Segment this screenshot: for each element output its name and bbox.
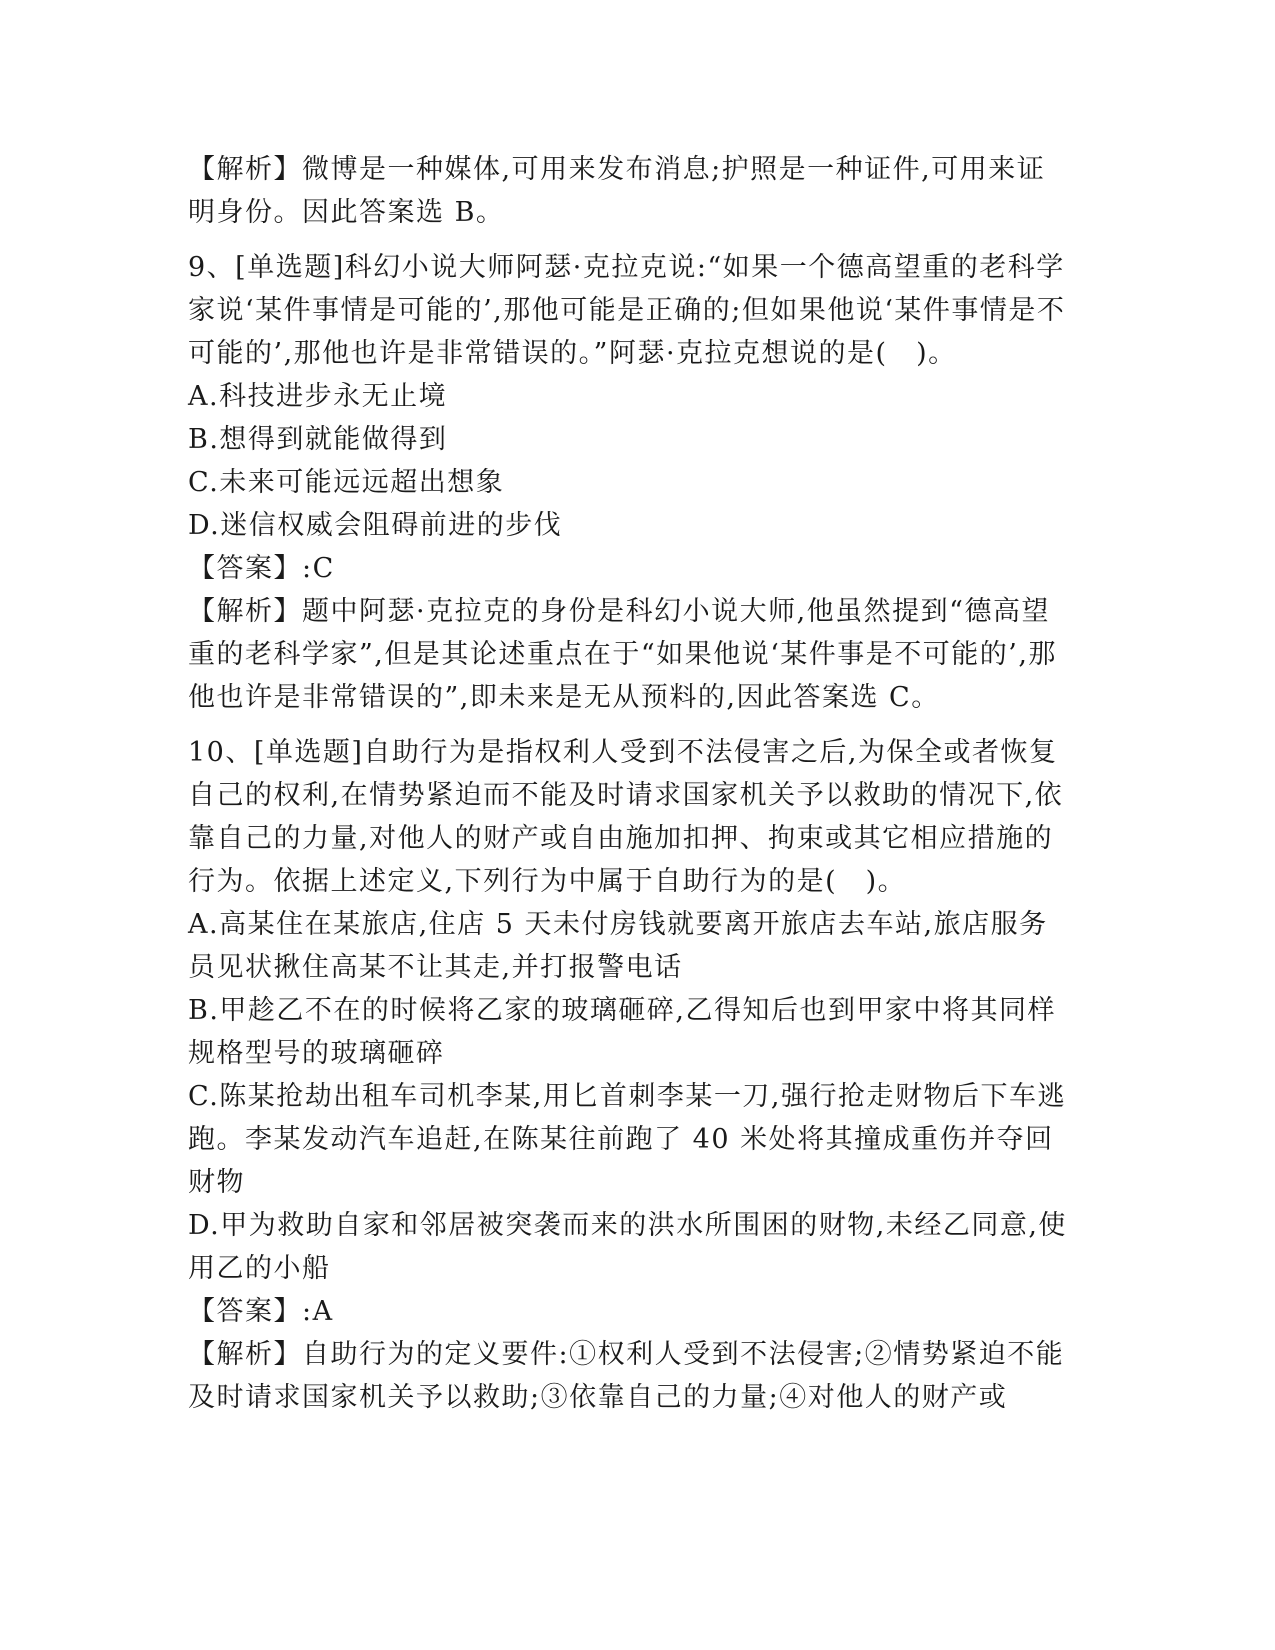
question-10 — [188, 731, 1068, 1419]
q9-option-c: C.未来可能远远超出想象 — [188, 467, 505, 498]
q10-option-c: C.陈某抢劫出租车司机李某,用匕首刺李某一刀,强行抢走财物后下车逃跑。李某发动汽车追赶,在陈某往前跑了 40 米处将其撞成重伤并夺回财物 — [188, 1081, 1066, 1198]
q10-option-b: B.甲趁乙不在的时候将乙家的玻璃砸碎,乙得知后也到甲家中将其同样规格型号的玻璃砸碎 — [188, 995, 1057, 1069]
document-page — [188, 148, 1068, 1419]
q9-option-d: D.迷信权威会阻碍前进的步伐 — [188, 510, 563, 541]
q10-option-a: A.高某住在某旅店,住店 5 天未付房钱就要离开旅店去车站,旅店服务员见状揪住高某不让其走,并打报警电话 — [188, 909, 1048, 983]
q9-option-a: A.科技进步永无止境 — [188, 381, 448, 412]
question-9 — [188, 246, 1068, 719]
prev-explanation: 【解析】微博是一种媒体,可用来发布消息;护照是一种证件,可用来证明身份。因此答案选 B。 — [188, 154, 1046, 228]
q9-answer: 【答案】:C — [188, 553, 335, 584]
q10-option-d: D.甲为救助自家和邻居被突袭而来的洪水所围困的财物,未经乙同意,使用乙的小船 — [188, 1210, 1067, 1284]
q9-stem: 9、[单选题]科幻小说大师阿瑟·克拉克说:“如果一个德高望重的老科学家说‘某件事情是可能的’,那他可能是正确的;但如果他说‘某件事情是不可能的’,那他也许是非常错误的。”阿瑟·克拉克想说的是( )。 — [188, 252, 1066, 369]
q10-explanation: 【解析】自助行为的定义要件:①权利人受到不法侵害;②情势紧迫不能及时请求国家机关予以救助;③依靠自己的力量;④对他人的财产或 — [188, 1339, 1065, 1413]
q10-stem: 10、[单选题]自助行为是指权利人受到不法侵害之后,为保全或者恢复自己的权利,在情势紧迫而不能及时请求国家机关予以救助的情况下,依靠自己的力量,对他人的财产或自由施加扣押、拘束或其它相应措施的行为。依据上述定义,下列行为中属于自助行为的是( )。 — [188, 737, 1064, 897]
q10-answer: 【答案】:A — [188, 1296, 334, 1327]
q9-option-b: B.想得到就能做得到 — [188, 424, 448, 455]
q9-explanation: 【解析】题中阿瑟·克拉克的身份是科幻小说大师,他虽然提到“德高望重的老科学家”,但是其论述重点在于“如果他说‘某件事是不可能的’,那他也许是非常错误的”,即未来是无从预料的,因此答案选 C。 — [188, 596, 1057, 713]
